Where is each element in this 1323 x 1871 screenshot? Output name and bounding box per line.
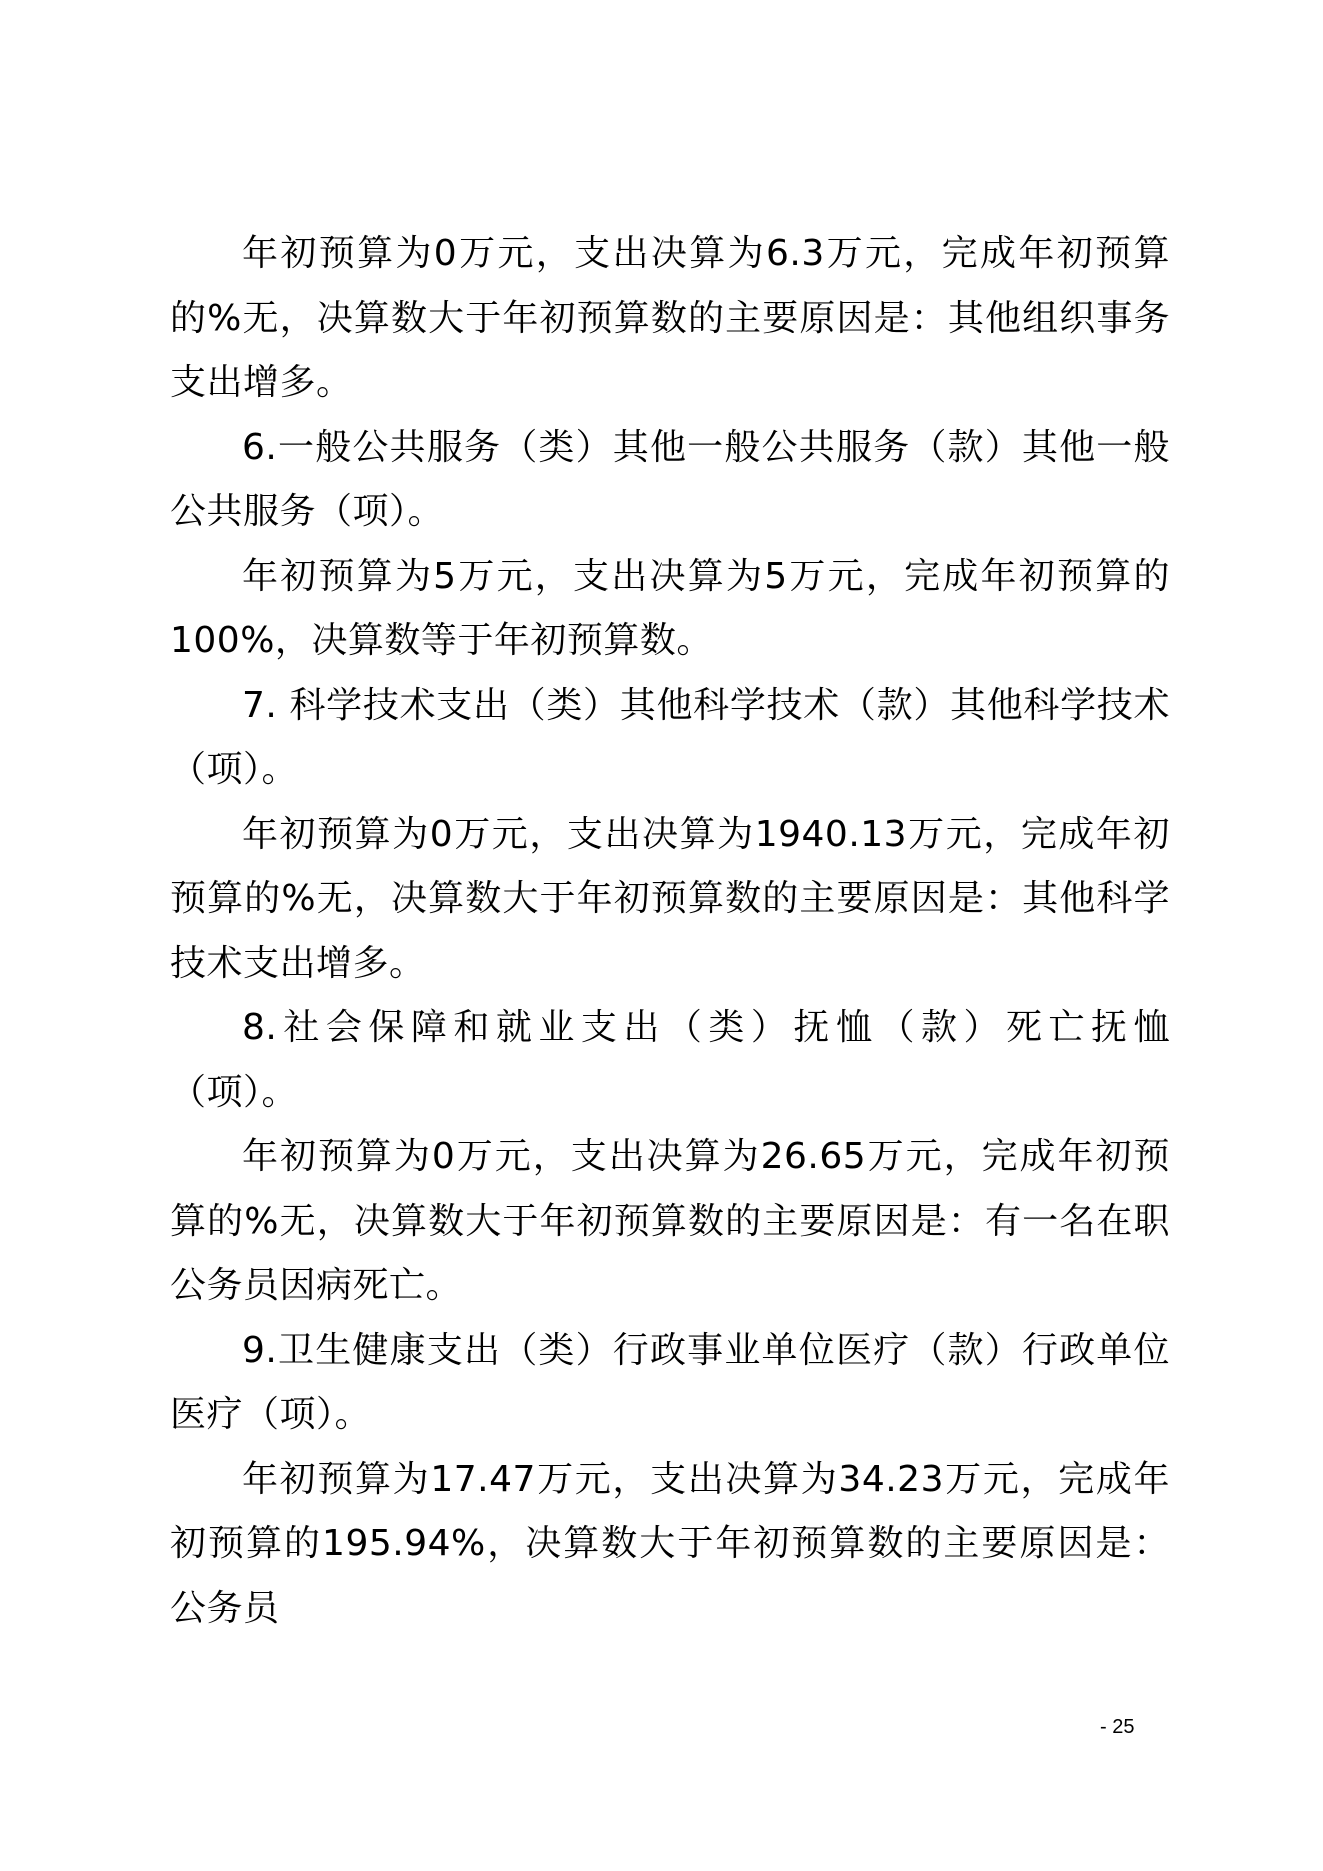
heading-item-8: 8.社会保障和就业支出（类）抚恤（款）死亡抚恤（项）。 [170,1007,1170,1113]
heading-item-6: 6.一般公共服务（类）其他一般公共服务（款）其他一般公共服务（项）。 [170,426,1170,532]
paragraph-budget-pension: 年初预算为0万元，支出决算为26.65万元，完成年初预算的%无，决算数大于年初预算数的主要原因是：有一名在职公务员因病死亡。 [170,1136,1170,1306]
paragraph-budget-medical: 年初预算为17.47万元，支出决算为34.23万元，完成年初预算的195.94%，决算数大于年初预算数的主要原因是：公务员 [170,1458,1170,1629]
heading-item-7: 7. 科学技术支出（类）其他科学技术（款）其他科学技术（项）。 [170,684,1170,790]
document-body [170,222,1170,1641]
paragraph-budget-other-affairs: 年初预算为0万元，支出决算为6.3万元，完成年初预算的%无，决算数大于年初预算数的主要原因是：其他组织事务支出增多。 [170,233,1170,403]
paragraph-budget-science: 年初预算为0万元，支出决算为1940.13万元，完成年初预算的%无，决算数大于年初预算数的主要原因是：其他科学技术支出增多。 [170,813,1170,984]
paragraph-budget-public-services: 年初预算为5万元，支出决算为5万元，完成年初预算的100%，决算数等于年初预算数。 [170,555,1170,661]
page-number: - 25 [1100,1716,1135,1738]
heading-item-9: 9.卫生健康支出（类）行政事业单位医疗（款）行政单位医疗（项）。 [170,1329,1170,1435]
